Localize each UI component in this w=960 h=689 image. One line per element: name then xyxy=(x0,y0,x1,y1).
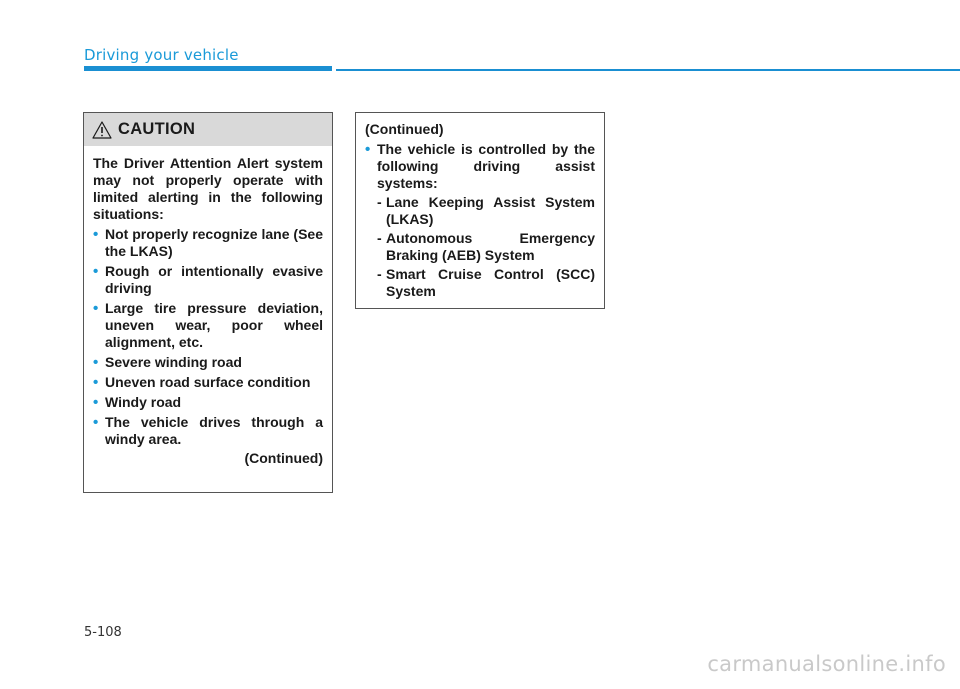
bullet-dot: • xyxy=(93,263,99,280)
caution-title: CAUTION xyxy=(118,120,196,138)
caution-intro: The Driver Attention Alert system may not properly operate with limited alerting in the following situations: xyxy=(93,155,323,222)
list-item xyxy=(93,414,323,448)
system-item-text: Lane Keeping Assist System (LKAS) xyxy=(386,194,595,227)
list-item xyxy=(93,263,323,297)
list-item xyxy=(93,394,323,411)
list-item-text: Uneven road surface condition xyxy=(105,374,311,390)
caution-body xyxy=(84,146,332,467)
bullet-dot: • xyxy=(365,141,371,158)
bullet-dot: • xyxy=(93,394,99,411)
continued-body xyxy=(356,113,604,300)
header-rule-thick xyxy=(84,66,332,71)
dash-mark: - xyxy=(377,266,382,282)
continued-box xyxy=(355,112,605,309)
watermark: carmanualsonline.info xyxy=(707,652,946,676)
header-rule-thin xyxy=(336,69,960,71)
bullet-dot: • xyxy=(93,300,99,317)
list-item-text: Not properly recognize lane (See the LKAS) xyxy=(105,226,323,259)
list-item xyxy=(93,374,323,391)
list-item xyxy=(93,226,323,260)
continued-label: (Continued) xyxy=(244,450,323,466)
system-item-text: Autonomous Emergency Braking (AEB) System xyxy=(386,230,595,263)
caution-box xyxy=(83,112,333,493)
bullet-dot: • xyxy=(93,374,99,391)
caution-header xyxy=(84,113,332,146)
dash-mark: - xyxy=(377,194,382,210)
list-item-text: Large tire pressure deviation, uneven wear, poor wheel alignment, etc. xyxy=(105,300,323,350)
section-title: Driving your vehicle xyxy=(84,46,239,64)
system-item xyxy=(365,194,595,228)
system-item xyxy=(365,230,595,264)
list-item-text: Severe winding road xyxy=(105,354,242,370)
page-number: 5-108 xyxy=(84,625,122,640)
bullet-dot: • xyxy=(93,414,99,431)
continued-label: (Continued) xyxy=(365,121,444,137)
system-item-text: Smart Cruise Control (SCC) System xyxy=(386,266,595,299)
system-item xyxy=(365,266,595,300)
list-item xyxy=(93,300,323,351)
list-item-text: Windy road xyxy=(105,394,182,410)
dash-mark: - xyxy=(377,230,382,246)
bullet-dot: • xyxy=(93,354,99,371)
list-item-text: Rough or intentionally evasive driving xyxy=(105,263,323,296)
bullet-dot: • xyxy=(93,226,99,243)
list-item xyxy=(365,141,595,192)
list-item xyxy=(93,354,323,371)
warning-triangle-icon xyxy=(92,121,112,139)
list-item-text: The vehicle is controlled by the following driving assist systems: xyxy=(377,141,595,191)
list-item-text: The vehicle drives through a windy area. xyxy=(105,414,323,447)
